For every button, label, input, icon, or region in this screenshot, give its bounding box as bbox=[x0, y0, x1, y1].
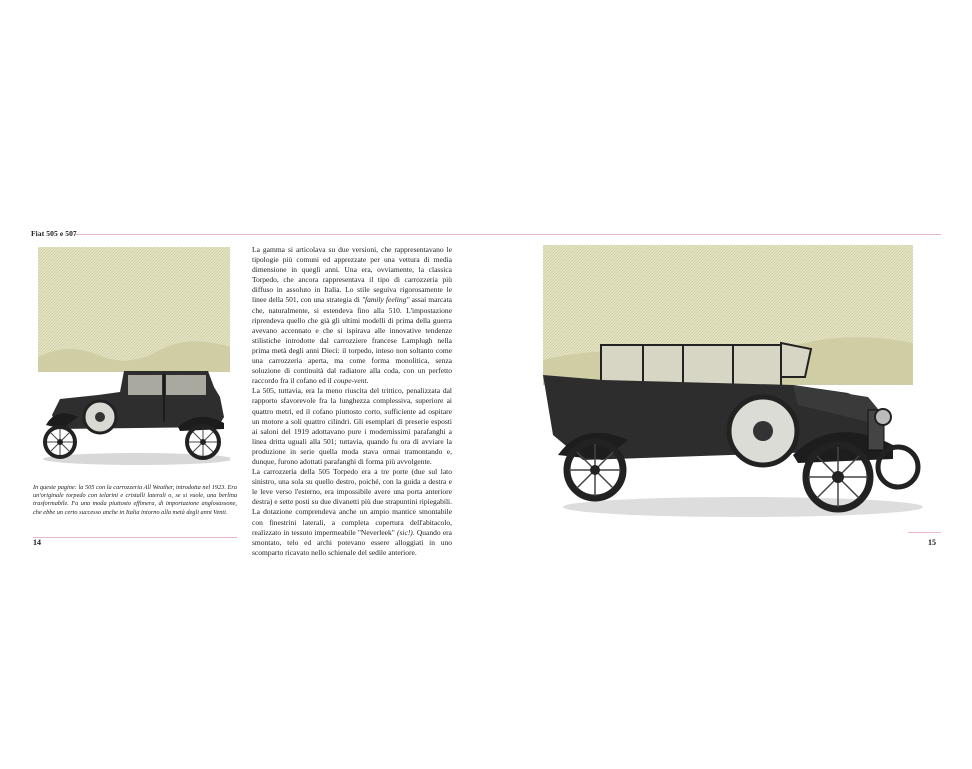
page-number-rule bbox=[908, 532, 941, 533]
paragraph-3: La carrozzeria della 505 Torpedo era a tre porte (due sul lato sinistro, una sola su quello destro, poiché, con la guida a destra e le leve verso l'esterno, era impossibile avere una porta anteriore destra) e sette posti su due divanetti più due strapuntini ripiegabili. La dotazione comprendeva anche un ampio mantice smontabile con finestrini laterali, a completa copertura dell'abitacolo, realizzato in tessuto impermeabile "Neverleek" (sic!). Quando era smontato, telo ed archi potevano essere alloggiati in uno scomparto ricavato nello schienale del sedile anteriore. bbox=[252, 467, 452, 557]
article-body bbox=[252, 245, 452, 558]
paragraph-1: La gamma si articolava su due versioni, che rappresentavano le tipologie più comuni ed apprezzate per una vettura di media dimensione in quegli anni. Una era, ovviamente, la classica Torpedo, che ancora rappresentava il tipo di carrozzeria più diffuso in assoluto in Italia. Lo stile seguiva rigorosamente le linee della 501, con una strategia di "family feeling" assai marcata che, naturalmente, si estendeva fino alla 510. L'impostazione riprendeva quello che già gli ultimi modelli di prima della guerra avevano accennato e che si ispirava alle innovative tendenze stilistiche introdotte dal carrozziere francese Lamplugh nella prima metà degli anni Dieci: il torpedo, inteso non soltanto come una carrozzeria aperta, ma come forma monolitica, senza soluzione di continuità dal radiatore alla coda, con un perfetto raccordo fra il cofano ed il coupe-vent. bbox=[252, 245, 452, 386]
illustration-caption: In queste pagine: la 505 con la carrozzeria All Weather, introdotta nel 1923. Era un'originale torpedo con telarini e cristalli laterali o, se si vuole, una berlina trasformabile. Fu una moda piuttosto effimera, di importazione anglosassone, che ebbe un certo successo anche in Italia intorno alla metà degli anni Venti. bbox=[33, 484, 237, 516]
torpedo-car-illustration bbox=[543, 245, 923, 527]
header-rule bbox=[75, 234, 941, 235]
page-number-right: 15 bbox=[928, 538, 936, 547]
page-number-left: 14 bbox=[33, 538, 41, 547]
caption-rule bbox=[33, 537, 237, 538]
paragraph-2: La 505, tuttavia, era la meno riuscita del trittico, penalizzata dal rapporto sfavorevole fra la lunghezza complessiva, superiore ai quattro metri, ed il cofano piuttosto corto, sufficiente ad ospitare un motore a soli quattro cilindri. Gli esemplari di preserie esposti ai saloni del 1919 adottavano pure i modernissimi parafanghi a linea dritta uguali alla 501; tuttavia, quando fu ora di avviare la produzione in serie quella moda stava ormai tramontando e, dunque, furono adottati parafanghi di forma più avvolgente. bbox=[252, 386, 452, 466]
all-weather-car-illustration bbox=[38, 247, 230, 467]
running-header-title: Fiat 505 e 507 bbox=[31, 229, 77, 238]
